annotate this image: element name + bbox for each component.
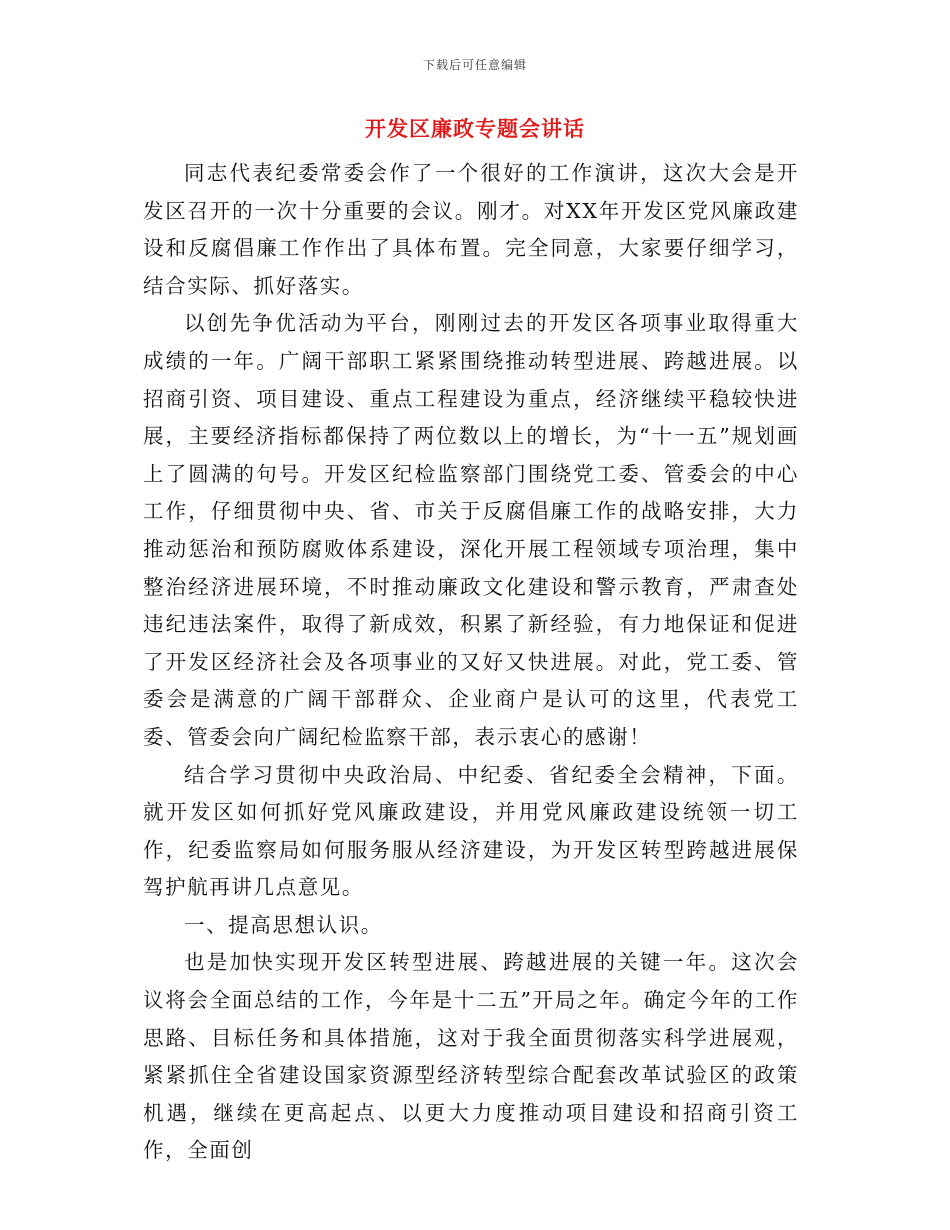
section-heading-1: 一、提高思想认识。 [184,912,383,937]
document-body [143,155,799,1170]
document-title: 开发区廉政专题会讲话 [365,116,585,141]
header-note: 下载后可任意编辑 [422,58,527,72]
paragraph-2: 以创先争优活动为平台，刚刚过去的开发区各项事业取得重大成绩的一年。广阔干部职工紧紧围绕推动转型进展、跨越进展。以招商引资、项目建设、重点工程建设为重点，经济继续平稳较快进展，主要经济指标都保持了两位数以上的增长，为“十一五”规划画上了圆满的句号。开发区纪检监察部门围绕党工委、管委会的中心工作，仔细贯彻中央、省、市关于反腐倡廉工作的战略安排，大力推动惩治和预防腐败体系建设，深化开展工程领域专项治理，集中整治经济进展环境，不时推动廉政文化建设和警示教育，严肃查处违纪违法案件，取得了新成效，积累了新经验，有力地保证和促进了开发区经济社会及各项事业的又好又快进展。对此，党工委、管委会是满意的广阔干部群众、企业商户是认可的这里，代表党工委、管委会向广阔纪检监察干部，表示衷心的感谢！ [143,311,799,749]
paragraph-4: 也是加快实现开发区转型进展、跨越进展的关键一年。这次会议将会全面总结的工作，今年是十二五”开局之年。确定今年的工作思路、目标任务和具体措施，这对于我全面贯彻落实科学进展观，紧紧抓住全省建设国家资源型经济转型综合配套改革试验区的政策机遇，继续在更高起点、以更大力度推动项目建设和招商引资工作，全面创 [143,950,799,1163]
paragraph-3: 结合学习贯彻中央政治局、中纪委、省纪委全会精神，下面。就开发区如何抓好党风廉政建设，并用党风廉政建设统领一切工作，纪委监察局如何服务服从经济建设，为开发区转型跨越进展保驾护航再讲几点意见。 [143,762,799,900]
paragraph-1: 同志代表纪委常委会作了一个很好的工作演讲，这次大会是开发区召开的一次十分重要的会议。刚才。对XX年开发区党风廉政建设和反腐倡廉工作作出了具体布置。完全同意，大家要仔细学习，结合实际、抓好落实。 [143,161,799,298]
